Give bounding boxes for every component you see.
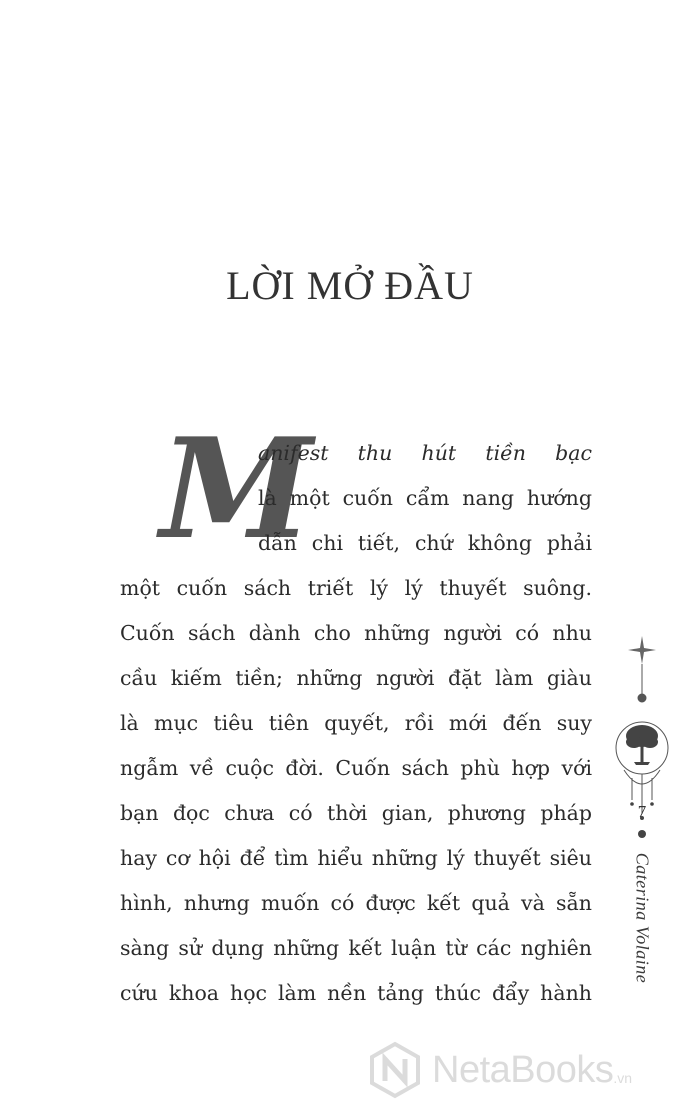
text-line: sàng sử dụng những kết luận từ các nghiên [120,936,592,960]
text-line: cầu kiếm tiền; những người đặt làm giàu [120,666,592,690]
text-line: hay cơ hội để tìm hiểu những lý thuyết siêu [120,846,592,870]
watermark-brand: NetaBooks [432,1048,614,1091]
text-line: một cuốn sách triết lý lý thuyết suông. [120,576,592,600]
text-line: hình, nhưng muốn có được kết quả và sẵn [120,891,592,915]
watermark [366,1040,696,1100]
text-line: bạn đọc chưa có thời gian, phương pháp [120,801,592,825]
text-line: cứu khoa học làm nền tảng thúc đẩy hành [120,981,592,1005]
author-name: Caterina Volaine [632,852,653,984]
text-line: là một cuốn cẩm nang hướng [258,486,592,510]
text-line: dẫn chi tiết, chứ không phải [258,531,592,555]
text-line: Cuốn sách dành cho những người có nhu [120,621,592,645]
text-line: anifest thu hút tiền bạc [258,441,592,465]
text-line: ngẫm về cuộc đời. Cuốn sách phù hợp với [120,756,592,780]
drop-cap: M [160,407,313,570]
page-number: 7 [637,802,647,821]
watermark-suffix: .vn [613,1070,633,1086]
bullet-dot-icon [638,830,646,838]
page-title: LỜI MỞ ĐẦU [226,263,474,308]
netabooks-logo-icon [366,1041,424,1099]
text-line: là mục tiêu tiên quyết, rồi mới đến suy [120,711,592,735]
